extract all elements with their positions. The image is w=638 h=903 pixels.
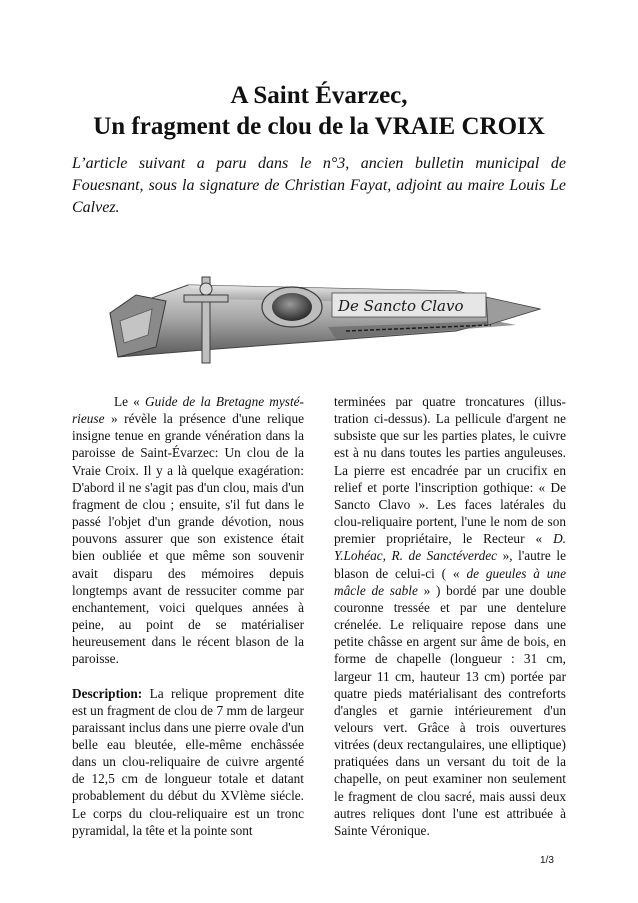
r5-text: » ) bordé par une double couronne tressée et par une dentelure crénelée. Le reliquaire repose dans une petite châsse en argent sur âme de bois, en forme de chapelle (longueur : 31 cm, largeur 11 cm, hauteur 13 cm) portée par quatre pieds matérialisant des contreforts d'angles et garnie intérieurement d'un velours vert. Grâce à trois ouvertures vitrées (deux rectangulaires, une elliptique) pratiquées dans un versant du toit de la chapelle, on peut examiner non seulement le fragment de clou sacré, mais aussi deux autres reliques dont l'une est attribuée à Sainte Véronique. — [334, 582, 566, 838]
page-title-line-1: A Saint Évarzec, — [230, 82, 408, 109]
text-column-left — [72, 393, 304, 839]
book-title: Guide de la Bretagne mysté-rieuse — [72, 394, 304, 427]
r3-text: », l'autre le blason de celui-ci ( « — [334, 548, 566, 581]
intro-paragraph: L’article suivant a paru dans le n°3, ancien bulletin municipal de Fouesnant, sous la signature de Christian Fayat, adjoint au maire Louis Le Calvez. — [72, 155, 566, 216]
description-label: Description: — [72, 685, 143, 701]
rector-name: D. Y.Lohéac, R. de Sanctéverdec — [334, 531, 566, 564]
gothic-inscription: De Sancto Clavo — [338, 297, 464, 315]
description-paragraph — [72, 685, 304, 839]
text-column-right — [334, 393, 566, 839]
page-title-line-2: Un fragment de clou de la VRAIE CROIX — [93, 113, 545, 140]
intro-body-paragraph — [72, 393, 304, 668]
p1-rest: » révèle la présence d'une relique insigne tenue en grande vénération dans la paroisse de Saint-Évarzec: Un clou de la Vraie Croix. Il y a là quelque exagération: D'abord il ne s'agit pas d'un clou, mais d'un fragment de clou ; ensuite, s'il fut dans le passé l'objet d'un grande dévotion, nous pouvons assurer que son existence était bien oubliée et que même son souvenir avait disparu des mémoires depuis longtemps avant de ressuciter comme par enchantement, voici quelques années à peine, au point de se matérialiser heureusement dans le récent blason de la paroisse. — [72, 411, 304, 667]
blazon-description: de gueules à une mâcle de sable — [334, 565, 566, 598]
page-number: 1/3 — [540, 855, 554, 866]
r1-text: terminées par quatre troncatures (illus-tration ci-dessus). La pellicule d'argent ne subsiste que sur les parties plates, le cuivre est à nu dans toutes les parties anguleuses. La pierre est encadrée par un crucifix en relief et porte l'inscription gothique: « De Sancto Clavo ». Les faces latérales du clou-reliquaire portent, l'une le nom de son premier propriétaire, le Recteur « — [334, 394, 566, 547]
description-text: La relique proprement dite est un fragment de clou de 7 mm de largeur paraissant inclus dans une pierre ovale d'un belle eau bleutée, elle-même enchâssée dans un clou-reliquaire de cuivre argenté de 12,5 cm de longueur totale et datant probablement du début du XVlème siécle. Le corps du clou-reliquaire est un tronc pyramidal, la tête et la pointe sont — [72, 685, 304, 838]
p1-open: Le « — [114, 394, 145, 409]
blue-stone — [272, 293, 312, 321]
reliquary-nail-photo — [96, 265, 542, 373]
continuation-paragraph — [334, 393, 566, 839]
